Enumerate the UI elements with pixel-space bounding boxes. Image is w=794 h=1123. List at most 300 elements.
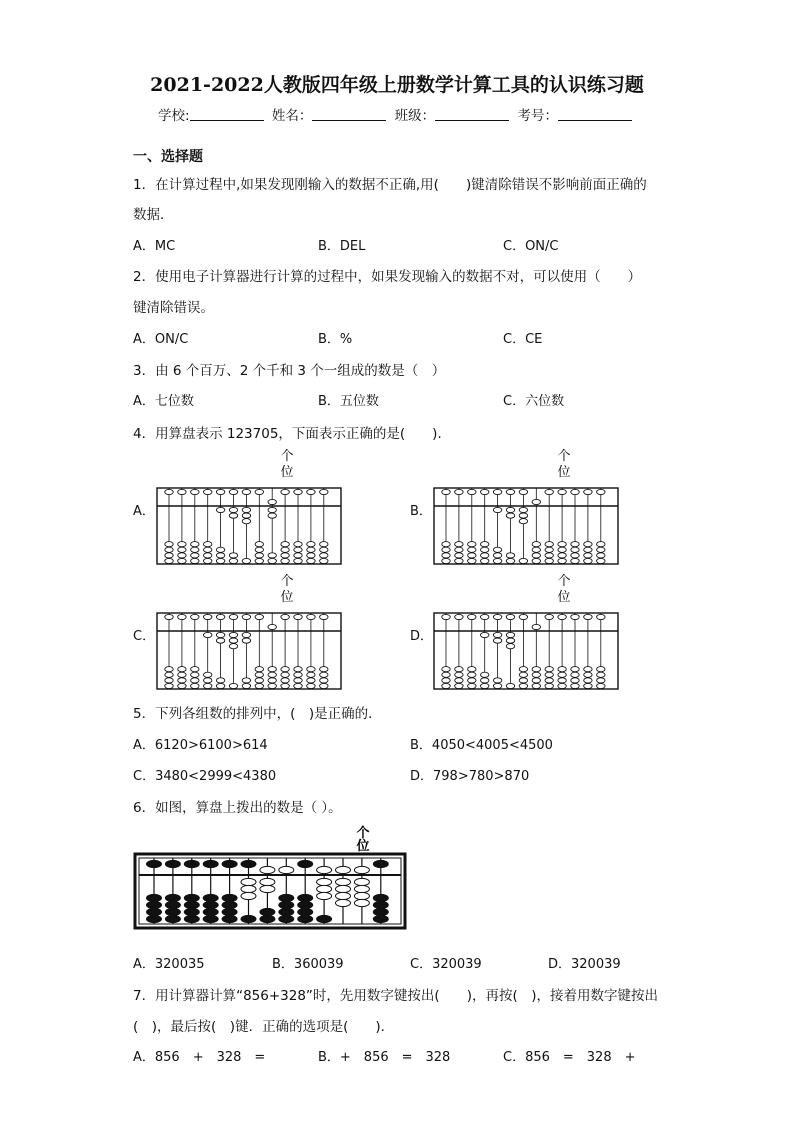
- lower-bead: [558, 547, 566, 552]
- lower-bead: [279, 901, 294, 908]
- upper-bead: [178, 614, 186, 619]
- lower-bead: [519, 513, 527, 518]
- lower-bead: [455, 678, 463, 683]
- lower-bead: [279, 908, 294, 915]
- upper-bead: [307, 489, 315, 494]
- upper-bead: [216, 614, 224, 619]
- q2-option-b[interactable]: B．%: [318, 332, 353, 347]
- lower-bead: [241, 878, 256, 885]
- lower-bead: [320, 553, 328, 558]
- exam-no-blank[interactable]: [558, 108, 632, 121]
- lower-bead: [455, 542, 463, 547]
- lower-bead: [294, 678, 302, 683]
- lower-bead: [203, 908, 218, 915]
- upper-bead: [147, 860, 162, 867]
- lower-bead: [165, 908, 180, 915]
- lower-bead: [260, 915, 275, 922]
- upper-bead: [558, 614, 566, 619]
- q5-option-c[interactable]: C．3480<2999<4380: [133, 769, 277, 784]
- lower-bead: [597, 547, 605, 552]
- upper-bead: [506, 614, 514, 619]
- upper-bead: [241, 860, 256, 867]
- lower-bead: [307, 558, 315, 563]
- name-blank[interactable]: [312, 108, 386, 121]
- q7-option-a[interactable]: A．856 + 328 =: [133, 1050, 266, 1065]
- lower-bead: [597, 683, 605, 688]
- lower-bead: [229, 553, 237, 558]
- lower-bead: [147, 908, 162, 915]
- class-blank[interactable]: [435, 108, 509, 121]
- lower-bead: [545, 542, 553, 547]
- lower-bead: [260, 885, 275, 892]
- lower-bead: [165, 672, 173, 677]
- lower-bead: [442, 667, 450, 672]
- upper-bead: [493, 614, 501, 619]
- lower-bead: [493, 547, 501, 552]
- lower-bead: [558, 542, 566, 547]
- lower-bead: [317, 878, 332, 885]
- q5-option-d[interactable]: D．798>780>870: [410, 769, 530, 784]
- lower-bead: [571, 683, 579, 688]
- lower-bead: [229, 638, 237, 643]
- upper-bead: [532, 624, 540, 629]
- lower-bead: [204, 672, 212, 677]
- upper-bead: [455, 489, 463, 494]
- lower-bead: [336, 892, 351, 899]
- upper-bead: [493, 489, 501, 494]
- upper-bead: [165, 614, 173, 619]
- lower-bead: [294, 542, 302, 547]
- q6-stem: 6．如图，算盘上拨出的数是（ ）。: [133, 800, 342, 816]
- lower-bead: [242, 507, 250, 512]
- lower-bead: [147, 894, 162, 901]
- lower-bead: [165, 542, 173, 547]
- lower-bead: [506, 513, 514, 518]
- lower-bead: [294, 683, 302, 688]
- lower-bead: [571, 672, 579, 677]
- lower-bead: [203, 915, 218, 922]
- lower-bead: [204, 542, 212, 547]
- abacus-frame: [434, 488, 618, 564]
- lower-bead: [532, 547, 540, 552]
- upper-bead: [373, 860, 388, 867]
- lower-bead: [317, 892, 332, 899]
- lower-bead: [165, 683, 173, 688]
- lower-bead: [242, 519, 250, 524]
- upper-bead: [336, 866, 351, 873]
- name-label: 姓名：: [271, 108, 313, 124]
- q7-stem-line1: 7．用计算器计算“856+328”时，先用数字键按出( )，再按( )，接着用数字键按出: [133, 988, 658, 1004]
- lower-bead: [558, 678, 566, 683]
- lower-bead: [455, 672, 463, 677]
- lower-bead: [468, 547, 476, 552]
- lower-bead: [222, 894, 237, 901]
- lower-bead: [178, 667, 186, 672]
- ones-label-char2: 位: [280, 465, 294, 480]
- lower-bead: [519, 507, 527, 512]
- lower-bead: [204, 678, 212, 683]
- lower-bead: [320, 547, 328, 552]
- upper-bead: [571, 489, 579, 494]
- lower-bead: [191, 678, 199, 683]
- upper-bead: [268, 499, 276, 504]
- upper-bead: [532, 499, 540, 504]
- lower-bead: [320, 683, 328, 688]
- q6-option-a[interactable]: A．320035: [133, 957, 205, 972]
- lower-bead: [216, 553, 224, 558]
- lower-bead: [242, 683, 250, 688]
- lower-bead: [493, 507, 501, 512]
- lower-bead: [493, 638, 501, 643]
- lower-bead: [320, 678, 328, 683]
- q5-option-b[interactable]: B．4050<4005<4500: [410, 738, 553, 753]
- lower-bead: [255, 542, 263, 547]
- lower-bead: [320, 672, 328, 677]
- q7-option-c[interactable]: C．856 = 328 +: [503, 1050, 636, 1065]
- lower-bead: [184, 908, 199, 915]
- lower-bead: [468, 678, 476, 683]
- ones-label-char2: 位: [557, 590, 571, 605]
- lower-bead: [584, 683, 592, 688]
- ones-label-char2: 位: [280, 590, 294, 605]
- lower-bead: [298, 915, 313, 922]
- lower-bead: [354, 892, 369, 899]
- lower-bead: [558, 553, 566, 558]
- lower-bead: [442, 558, 450, 563]
- lower-bead: [320, 667, 328, 672]
- lower-bead: [545, 558, 553, 563]
- lower-bead: [255, 667, 263, 672]
- ones-label-char1: 个: [356, 826, 370, 841]
- upper-bead: [317, 866, 332, 873]
- lower-bead: [191, 542, 199, 547]
- q3-option-c[interactable]: C．六位数: [503, 394, 565, 409]
- lower-bead: [442, 683, 450, 688]
- lower-bead: [468, 672, 476, 677]
- lower-bead: [294, 547, 302, 552]
- q4-stem: 4．用算盘表示 123705，下面表示正确的是( )．: [133, 426, 451, 442]
- ones-label-char1: 个: [557, 574, 571, 589]
- lower-bead: [545, 553, 553, 558]
- lower-bead: [584, 542, 592, 547]
- upper-bead: [597, 489, 605, 494]
- lower-bead: [229, 507, 237, 512]
- lower-bead: [468, 667, 476, 672]
- q3-stem: 3．由 6 个百万、2 个千和 3 个一组成的数是（ ）: [133, 363, 446, 379]
- lower-bead: [268, 672, 276, 677]
- lower-bead: [481, 683, 489, 688]
- upper-bead: [165, 860, 180, 867]
- lower-bead: [442, 553, 450, 558]
- lower-bead: [532, 667, 540, 672]
- lower-bead: [191, 547, 199, 552]
- lower-bead: [571, 558, 579, 563]
- lower-bead: [373, 915, 388, 922]
- lower-bead: [281, 542, 289, 547]
- upper-bead: [584, 614, 592, 619]
- lower-bead: [279, 915, 294, 922]
- ones-label-char1: 个: [280, 574, 294, 589]
- lower-bead: [571, 542, 579, 547]
- lower-bead: [532, 672, 540, 677]
- lower-bead: [294, 672, 302, 677]
- q5-option-a[interactable]: A．6120>6100>614: [133, 738, 268, 753]
- lower-bead: [545, 683, 553, 688]
- lower-bead: [307, 553, 315, 558]
- lower-bead: [481, 678, 489, 683]
- lower-bead: [597, 672, 605, 677]
- lower-bead: [442, 547, 450, 552]
- lower-bead: [455, 547, 463, 552]
- upper-bead: [545, 614, 553, 619]
- lower-bead: [178, 678, 186, 683]
- q2-option-a[interactable]: A．ON/C: [133, 332, 189, 347]
- lower-bead: [468, 683, 476, 688]
- student-info-line: [0, 104, 794, 124]
- lower-bead: [519, 519, 527, 524]
- lower-bead: [354, 878, 369, 885]
- lower-bead: [481, 553, 489, 558]
- lower-bead: [184, 915, 199, 922]
- lower-bead: [545, 547, 553, 552]
- lower-bead: [281, 667, 289, 672]
- lower-bead: [184, 901, 199, 908]
- upper-bead: [320, 614, 328, 619]
- lower-bead: [216, 632, 224, 637]
- lower-bead: [307, 547, 315, 552]
- upper-bead: [203, 860, 218, 867]
- upper-bead: [242, 614, 250, 619]
- lower-bead: [519, 672, 527, 677]
- q1-option-b[interactable]: B．DEL: [318, 239, 366, 254]
- lower-bead: [493, 553, 501, 558]
- lower-bead: [320, 558, 328, 563]
- lower-bead: [268, 683, 276, 688]
- upper-bead: [165, 489, 173, 494]
- lower-bead: [216, 558, 224, 563]
- lower-bead: [373, 894, 388, 901]
- lower-bead: [506, 638, 514, 643]
- lower-bead: [468, 542, 476, 547]
- lower-bead: [519, 667, 527, 672]
- lower-bead: [455, 553, 463, 558]
- lower-bead: [584, 667, 592, 672]
- lower-bead: [493, 683, 501, 688]
- class-label: 班级：: [394, 108, 436, 124]
- q1-option-c[interactable]: C．ON/C: [503, 239, 559, 254]
- q6-option-b[interactable]: B．360039: [272, 957, 344, 972]
- upper-bead: [294, 614, 302, 619]
- lower-bead: [255, 558, 263, 563]
- upper-bead: [571, 614, 579, 619]
- lower-bead: [268, 667, 276, 672]
- lower-bead: [336, 878, 351, 885]
- lower-bead: [229, 632, 237, 637]
- upper-bead: [260, 866, 275, 873]
- lower-bead: [178, 553, 186, 558]
- lower-bead: [506, 558, 514, 563]
- q4-option-b-label[interactable]: B．: [410, 504, 432, 519]
- ones-label-char2: 位: [557, 465, 571, 480]
- lower-bead: [519, 678, 527, 683]
- upper-bead: [597, 614, 605, 619]
- lower-bead: [281, 558, 289, 563]
- lower-bead: [229, 558, 237, 563]
- q4-option-c-label[interactable]: C．: [133, 629, 156, 644]
- lower-bead: [279, 894, 294, 901]
- lower-bead: [241, 915, 256, 922]
- upper-bead: [229, 489, 237, 494]
- lower-bead: [584, 547, 592, 552]
- lower-bead: [571, 553, 579, 558]
- q3-option-b[interactable]: B．五位数: [318, 394, 379, 409]
- school-label: 学校:: [158, 108, 190, 124]
- q7-stem-line2: ( )，最后按( )键．正确的选项是( )．: [133, 1019, 395, 1035]
- lower-bead: [481, 672, 489, 677]
- lower-bead: [178, 683, 186, 688]
- lower-bead: [307, 542, 315, 547]
- lower-bead: [255, 547, 263, 552]
- lower-bead: [373, 908, 388, 915]
- lower-bead: [584, 672, 592, 677]
- lower-bead: [584, 678, 592, 683]
- upper-bead: [506, 489, 514, 494]
- ones-label-char2: 位: [356, 839, 370, 854]
- upper-bead: [354, 866, 369, 873]
- lower-bead: [241, 892, 256, 899]
- exam-no-label: 考号：: [517, 108, 558, 124]
- lower-bead: [442, 542, 450, 547]
- lower-bead: [506, 683, 514, 688]
- q2-stem-line1: 2．使用电子计算器进行计算的过程中，如果发现输入的数据不对，可以使用（ ）: [133, 269, 642, 285]
- lower-bead: [242, 632, 250, 637]
- lower-bead: [147, 901, 162, 908]
- q4-option-a-label[interactable]: A．: [133, 504, 155, 519]
- upper-bead: [204, 614, 212, 619]
- upper-bead: [519, 614, 527, 619]
- upper-bead: [298, 860, 313, 867]
- upper-bead: [184, 860, 199, 867]
- lower-bead: [241, 885, 256, 892]
- lower-bead: [336, 899, 351, 906]
- lower-bead: [532, 558, 540, 563]
- lower-bead: [216, 547, 224, 552]
- upper-bead: [178, 489, 186, 494]
- lower-bead: [178, 542, 186, 547]
- upper-bead: [222, 860, 237, 867]
- school-blank[interactable]: [190, 108, 264, 121]
- lower-bead: [584, 553, 592, 558]
- lower-bead: [268, 507, 276, 512]
- lower-bead: [442, 672, 450, 677]
- upper-bead: [584, 489, 592, 494]
- lower-bead: [191, 558, 199, 563]
- lower-bead: [298, 894, 313, 901]
- lower-bead: [307, 672, 315, 677]
- upper-bead: [191, 489, 199, 494]
- q4-abacus-c: [155, 573, 345, 691]
- upper-bead: [229, 614, 237, 619]
- upper-bead: [519, 489, 527, 494]
- lower-bead: [506, 553, 514, 558]
- upper-bead: [255, 489, 263, 494]
- lower-bead: [165, 901, 180, 908]
- lower-bead: [165, 553, 173, 558]
- lower-bead: [222, 915, 237, 922]
- lower-bead: [178, 558, 186, 563]
- ones-label-char1: 个: [557, 449, 571, 464]
- q3-option-a[interactable]: A．七位数: [133, 394, 194, 409]
- q6-abacus: [133, 822, 408, 932]
- lower-bead: [178, 672, 186, 677]
- q6-option-d[interactable]: D．320039: [548, 957, 621, 972]
- lower-bead: [468, 558, 476, 563]
- lower-bead: [184, 894, 199, 901]
- lower-bead: [294, 667, 302, 672]
- lower-bead: [354, 885, 369, 892]
- lower-bead: [545, 667, 553, 672]
- lower-bead: [191, 672, 199, 677]
- q4-option-d-label[interactable]: D．: [410, 629, 434, 644]
- lower-bead: [455, 683, 463, 688]
- q7-option-b[interactable]: B．+ 856 = 328: [318, 1050, 451, 1065]
- lower-bead: [242, 678, 250, 683]
- upper-bead: [281, 614, 289, 619]
- lower-bead: [493, 678, 501, 683]
- upper-bead: [558, 489, 566, 494]
- lower-bead: [597, 667, 605, 672]
- abacus-frame: [434, 613, 618, 689]
- upper-bead: [279, 866, 294, 873]
- lower-bead: [268, 553, 276, 558]
- lower-bead: [584, 558, 592, 563]
- q4-abacus-d: [432, 573, 622, 691]
- upper-bead: [481, 614, 489, 619]
- lower-bead: [317, 885, 332, 892]
- q1-option-a[interactable]: A．MC: [133, 239, 176, 254]
- lower-bead: [468, 553, 476, 558]
- upper-bead: [242, 489, 250, 494]
- lower-bead: [571, 678, 579, 683]
- lower-bead: [558, 667, 566, 672]
- upper-bead: [442, 489, 450, 494]
- lower-bead: [597, 542, 605, 547]
- upper-bead: [281, 489, 289, 494]
- lower-bead: [216, 678, 224, 683]
- lower-bead: [481, 547, 489, 552]
- lower-bead: [242, 513, 250, 518]
- upper-bead: [442, 614, 450, 619]
- lower-bead: [571, 667, 579, 672]
- lower-bead: [545, 678, 553, 683]
- lower-bead: [268, 678, 276, 683]
- lower-bead: [481, 558, 489, 563]
- abacus-frame: [157, 613, 341, 689]
- q4-abacus-a: [155, 448, 345, 566]
- lower-bead: [216, 683, 224, 688]
- q2-option-c[interactable]: C．CE: [503, 332, 543, 347]
- lower-bead: [317, 915, 332, 922]
- lower-bead: [571, 547, 579, 552]
- lower-bead: [281, 547, 289, 552]
- upper-bead: [455, 614, 463, 619]
- q6-option-c[interactable]: C．320039: [410, 957, 482, 972]
- lower-bead: [204, 632, 212, 637]
- lower-bead: [373, 901, 388, 908]
- lower-bead: [165, 894, 180, 901]
- lower-bead: [203, 894, 218, 901]
- lower-bead: [204, 553, 212, 558]
